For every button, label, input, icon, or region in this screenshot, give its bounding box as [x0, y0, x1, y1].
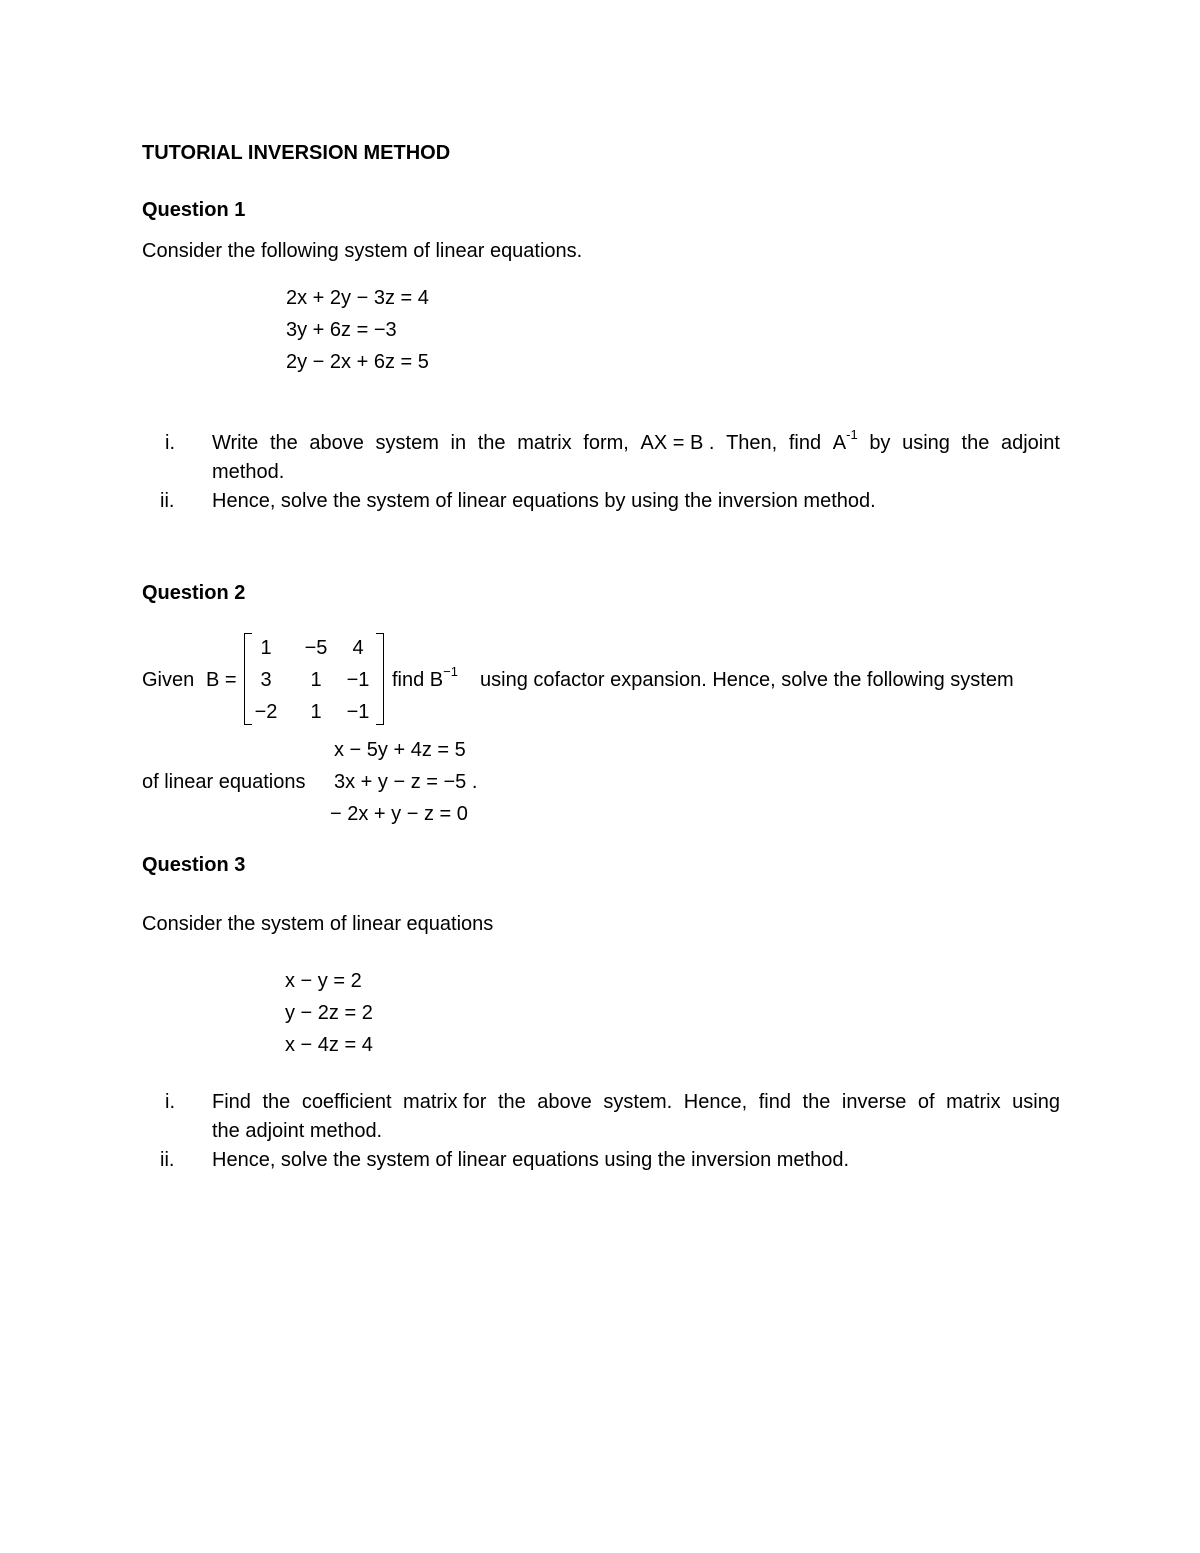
q2-given-label: Given [142, 669, 195, 691]
word: in [450, 432, 467, 454]
q3-equation-1: x − y = 2 [285, 970, 362, 992]
inverse-exponent: -1 [846, 427, 858, 443]
q1-part-ii-marker: ii. [160, 490, 175, 512]
word: matrix for [403, 1091, 487, 1113]
q1-part-ii: Hence, solve the system of linear equations by using the inversion method. [212, 490, 876, 512]
matrix-cell: 3 [260, 669, 272, 691]
word: find [788, 432, 822, 454]
matrix-cell: 4 [352, 637, 364, 659]
matrix-cell: −5 [304, 637, 328, 659]
q2-equation-3: − 2x + y − z = 0 [330, 803, 468, 825]
matrix-cell: 1 [260, 637, 272, 659]
page-title: TUTORIAL INVERSION METHOD [142, 142, 451, 164]
question-2-heading: Question 2 [142, 582, 246, 604]
word: of [917, 1091, 935, 1113]
word: the [802, 1091, 831, 1113]
q3-equation-2: y − 2z = 2 [285, 1002, 373, 1024]
word: the [497, 1091, 526, 1113]
word: using [1012, 1091, 1060, 1113]
q3-part-i-line-2: the adjoint method. [212, 1120, 383, 1142]
question-1-intro: Consider the following system of linear equations. [142, 240, 583, 262]
question-1-heading: Question 1 [142, 199, 246, 221]
matrix-cell: −2 [254, 701, 278, 723]
matrix-cell: −1 [346, 669, 370, 691]
q1-part-i-line-1 [212, 427, 1060, 454]
word: the [262, 1091, 291, 1113]
q1-part-i-line-2: method. [212, 461, 285, 483]
question-3-intro: Consider the system of linear equations [142, 913, 494, 935]
word: matrix [946, 1091, 1001, 1113]
q3-part-ii-marker: ii. [160, 1149, 175, 1171]
word: find [758, 1091, 791, 1113]
q3-part-ii: Hence, solve the system of linear equations using the inversion method. [212, 1149, 850, 1171]
q3-part-i-marker: i. [165, 1091, 175, 1113]
word: inverse [841, 1091, 907, 1113]
q2-equation-2: 3x + y − z = −5 . [334, 771, 478, 793]
q1-equation-2: 3y + 6z = −3 [286, 319, 397, 341]
word: matrix [517, 432, 572, 454]
word: the [269, 432, 298, 454]
word: using [902, 432, 950, 454]
word: Write [212, 432, 259, 454]
word: the [961, 432, 990, 454]
q2-find-b-inverse [392, 664, 458, 691]
a-symbol: A [832, 432, 847, 454]
q2-equation-1: x − 5y + 4z = 5 [334, 739, 466, 761]
q1-part-i-marker: i. [165, 432, 175, 454]
word: above [309, 432, 364, 454]
word: by [869, 432, 891, 454]
word: system. [603, 1091, 673, 1113]
word: system [375, 432, 439, 454]
word: Then, [726, 432, 778, 454]
word: the [477, 432, 506, 454]
word: form, [583, 432, 629, 454]
word: Find [212, 1091, 251, 1113]
matrix-cell: 1 [310, 701, 322, 723]
q2-b-equals: B = [206, 669, 237, 691]
find-b-text: find B [392, 669, 444, 691]
q3-equation-3: x − 4z = 4 [285, 1034, 373, 1056]
q2-instruction: using cofactor expansion. Hence, solve the following system [480, 670, 1014, 690]
word: Hence, [683, 1091, 748, 1113]
word: adjoint [1000, 432, 1060, 454]
q1-equation-3: 2y − 2x + 6z = 5 [286, 351, 429, 373]
q1-equation-1: 2x + 2y − 3z = 4 [286, 287, 429, 309]
word: AX = B . [640, 432, 715, 454]
inverse-exponent: −1 [443, 664, 458, 680]
word: coefficient [301, 1091, 392, 1113]
q3-part-i-line-1 [212, 1092, 1060, 1112]
a-inverse [832, 427, 858, 454]
q2-of-linear-equations: of linear equations [142, 771, 306, 793]
matrix-cell: 1 [310, 669, 322, 691]
word: above [537, 1091, 592, 1113]
matrix-cell: −1 [346, 701, 370, 723]
question-3-heading: Question 3 [142, 854, 246, 876]
